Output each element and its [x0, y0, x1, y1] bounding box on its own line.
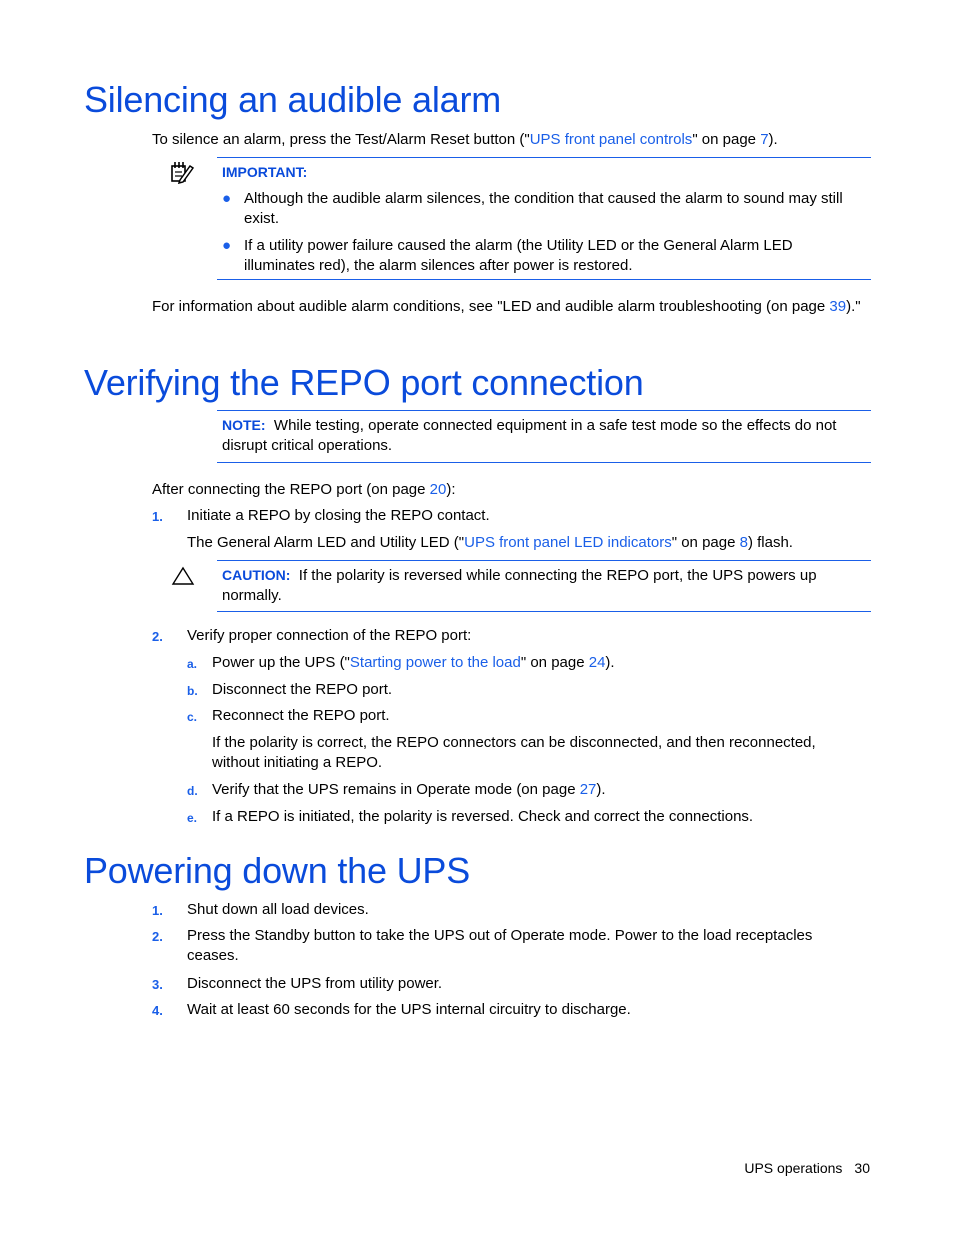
step-number: 3. — [152, 977, 163, 992]
heading-verifying: Verifying the REPO port connection — [84, 362, 644, 403]
link-ups-front-panel-controls[interactable]: UPS front panel controls — [529, 131, 693, 148]
step-number: 2. — [152, 629, 163, 644]
step-number: 1. — [152, 509, 163, 524]
footer-section: UPS operations — [744, 1160, 843, 1176]
substep-letter: c. — [187, 710, 198, 724]
substep-c-detail: If the polarity is correct, the REPO connectors can be disconnected, and then reconnected, without initiating a REPO. — [212, 734, 816, 771]
important-label: IMPORTANT: — [222, 164, 308, 180]
silencing-info: For information about audible alarm conditions, see "LED and audible alarm troubleshooting (on page 39)." — [152, 298, 861, 315]
step-text: Verify proper connection of the REPO port: — [187, 627, 472, 644]
step-number: 2. — [152, 929, 163, 944]
caution-triangle-icon — [171, 566, 195, 586]
heading-silencing: Silencing an audible alarm — [84, 79, 502, 120]
bullet-icon: ● — [222, 237, 232, 254]
link-page-24[interactable]: 24 — [588, 654, 606, 671]
page-number: 30 — [854, 1160, 870, 1176]
link-page-8[interactable]: 8 — [739, 534, 748, 551]
substep-c: Reconnect the REPO port. — [212, 707, 390, 724]
substep-d: Verify that the UPS remains in Operate mode (on page 27). — [212, 781, 606, 798]
substep-letter: e. — [187, 811, 198, 825]
bullet-icon: ● — [222, 190, 232, 207]
substep-letter: d. — [187, 784, 198, 798]
step-text: Initiate a REPO by closing the REPO contact. — [187, 507, 490, 524]
step-number: 1. — [152, 903, 163, 918]
substep-b: Disconnect the REPO port. — [212, 681, 393, 698]
substep-letter: a. — [187, 657, 198, 671]
link-page-20[interactable]: 20 — [429, 481, 447, 498]
step-text: Press the Standby button to take the UPS out of Operate mode. Power to the load receptacles ceases. — [187, 927, 813, 964]
step-text: Shut down all load devices. — [187, 901, 369, 918]
substep-letter: b. — [187, 684, 198, 698]
caution-text: CAUTION: If the polarity is reversed while connecting the REPO port, the UPS powers up normally. — [222, 567, 817, 604]
page-footer — [732, 1158, 870, 1178]
caution-label: CAUTION: — [222, 567, 291, 583]
step-number: 4. — [152, 1003, 163, 1018]
link-ups-front-panel-led-indicators[interactable]: UPS front panel LED indicators — [464, 534, 672, 551]
note-text: NOTE: While testing, operate connected equipment in a safe test mode so the effects do not disrupt critical operations. — [222, 417, 837, 454]
substep-a: Power up the UPS ("Starting power to the load" on page 24). — [212, 654, 615, 671]
verifying-intro: After connecting the REPO port (on page 20): — [152, 481, 456, 498]
list-item: ● If a utility power failure caused the alarm (the Utility LED or the General Alarm LED illuminates red), the alarm silences after power is restored. — [222, 237, 793, 274]
substep-e: If a REPO is initiated, the polarity is reversed. Check and correct the connections. — [212, 808, 754, 825]
list-item: ● Although the audible alarm silences, the condition that caused the alarm to sound may still exist. — [222, 190, 843, 227]
important-note-icon — [170, 160, 196, 184]
link-page-39[interactable]: 39 — [829, 298, 847, 315]
link-starting-power-to-the-load[interactable]: Starting power to the load — [349, 654, 521, 671]
step-text: Disconnect the UPS from utility power. — [187, 975, 443, 992]
step-text: Wait at least 60 seconds for the UPS internal circuitry to discharge. — [187, 1001, 631, 1018]
step1-detail: The General Alarm LED and Utility LED ("UPS front panel LED indicators" on page 8) flash. — [187, 534, 793, 551]
link-page-27[interactable]: 27 — [579, 781, 597, 798]
note-label: NOTE: — [222, 417, 266, 433]
heading-powering: Powering down the UPS — [84, 850, 471, 891]
silencing-intro: To silence an alarm, press the Test/Alarm Reset button ("UPS front panel controls" on page 7). — [152, 131, 778, 148]
link-page-7[interactable]: 7 — [760, 131, 769, 148]
